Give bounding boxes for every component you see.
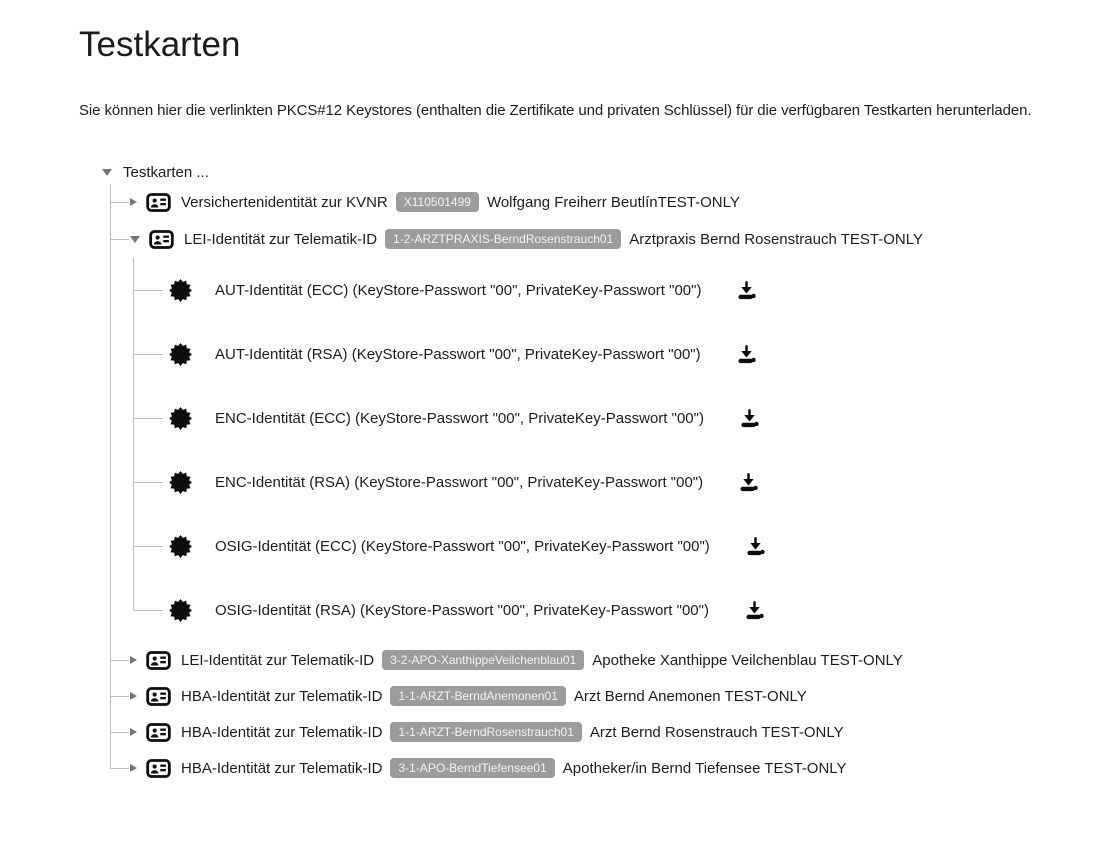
identity-subtree xyxy=(100,258,1118,642)
id-card-icon xyxy=(149,227,174,252)
card-id-badge: 3-2-APO-XanthippeVeilchenblau01 xyxy=(382,650,584,670)
card-id-badge: 1-1-ARZT-BerndAnemonen01 xyxy=(390,686,565,706)
id-card-icon xyxy=(146,648,171,673)
tree-node-card-lei-xanthippe[interactable] xyxy=(100,642,1118,678)
download-icon xyxy=(744,535,767,558)
certificate-seal-icon xyxy=(168,342,193,367)
card-id-badge: 3-1-APO-BerndTiefensee01 xyxy=(390,758,554,778)
tree-root-label: Testkarten ... xyxy=(123,163,209,181)
card-label: Versichertenidentität zur KVNR xyxy=(181,193,388,211)
download-icon xyxy=(743,599,766,622)
certificate-seal-icon xyxy=(168,406,193,431)
id-card-icon xyxy=(146,684,171,709)
tree-connector xyxy=(133,610,163,611)
identity-label: ENC-Identität (RSA) (KeyStore-Passwort "00", PrivateKey-Passwort "00") xyxy=(215,473,704,491)
identity-label: OSIG-Identität (RSA) (KeyStore-Passwort "00", PrivateKey-Passwort "00") xyxy=(215,601,709,619)
tree-children xyxy=(100,184,1118,786)
certificate-seal-icon xyxy=(168,278,193,303)
caret-down-icon[interactable] xyxy=(102,169,112,176)
tree-connector xyxy=(110,202,129,203)
id-card-icon xyxy=(146,190,171,215)
card-id-badge: X110501499 xyxy=(396,192,479,212)
testkarten-tree xyxy=(100,160,1118,786)
tree-connector xyxy=(110,732,129,733)
tree-connector xyxy=(110,660,129,661)
intro-text: Sie können hier die verlinkten PKCS#12 Keystores (enthalten die Zertifikate und privaten Schlüssel) für die verfügbaren Testkarten herunterladen. xyxy=(79,102,1032,119)
identity-label: AUT-Identität (ECC) (KeyStore-Passwort "00", PrivateKey-Passwort "00") xyxy=(215,281,702,299)
tree-connector xyxy=(133,546,163,547)
download-icon xyxy=(735,279,758,302)
card-label: LEI-Identität zur Telematik-ID xyxy=(181,651,375,669)
id-card-icon xyxy=(146,756,171,781)
card-label: HBA-Identität zur Telematik-ID xyxy=(181,687,383,705)
tree-connector xyxy=(133,290,163,291)
certificate-seal-icon xyxy=(168,534,193,559)
tree-connector xyxy=(133,354,163,355)
caret-right-icon[interactable] xyxy=(130,728,137,736)
tree-connector xyxy=(133,418,163,419)
card-holder-name: Apotheker/in Bernd Tiefensee TEST-ONLY xyxy=(562,759,847,777)
download-button[interactable] xyxy=(744,535,767,558)
download-button[interactable] xyxy=(738,407,761,430)
card-id-badge: 1-2-ARZTPRAXIS-BerndRosenstrauch01 xyxy=(385,229,621,249)
download-icon xyxy=(735,343,758,366)
download-icon xyxy=(737,471,760,494)
tree-node-card-hba-tiefensee[interactable] xyxy=(100,750,1118,786)
tree-connector xyxy=(133,482,163,483)
card-holder-name: Arzt Bernd Anemonen TEST-ONLY xyxy=(573,687,807,705)
card-holder-name: Wolfgang Freiherr BeutlínTEST-ONLY xyxy=(486,193,740,211)
tree-node-card-versicherten[interactable] xyxy=(100,184,1118,220)
caret-right-icon[interactable] xyxy=(130,198,137,206)
tree-node-identity[interactable] xyxy=(100,322,1118,386)
card-id-badge: 1-1-ARZT-BerndRosenstrauch01 xyxy=(390,722,581,742)
identity-label: OSIG-Identität (ECC) (KeyStore-Passwort "00", PrivateKey-Passwort "00") xyxy=(215,537,710,555)
card-holder-name: Apotheke Xanthippe Veilchenblau TEST-ONLY xyxy=(592,651,903,669)
caret-down-icon[interactable] xyxy=(130,236,140,243)
tree-node-card-hba-rosenstrauch[interactable] xyxy=(100,714,1118,750)
identity-label: AUT-Identität (RSA) (KeyStore-Passwort "00", PrivateKey-Passwort "00") xyxy=(215,345,701,363)
tree-node-identity[interactable] xyxy=(100,386,1118,450)
card-holder-name: Arzt Bernd Rosenstrauch TEST-ONLY xyxy=(589,723,844,741)
certificate-seal-icon xyxy=(168,470,193,495)
identity-label: ENC-Identität (ECC) (KeyStore-Passwort "00", PrivateKey-Passwort "00") xyxy=(215,409,704,427)
id-card-icon xyxy=(146,720,171,745)
download-button[interactable] xyxy=(735,279,758,302)
page-title: Testkarten xyxy=(79,25,241,64)
tree-node-identity[interactable] xyxy=(100,578,1118,642)
certificate-seal-icon xyxy=(168,598,193,623)
caret-right-icon[interactable] xyxy=(130,692,137,700)
card-label: HBA-Identität zur Telematik-ID xyxy=(181,759,383,777)
card-label: LEI-Identität zur Telematik-ID xyxy=(184,230,378,248)
tree-connector xyxy=(110,239,129,240)
tree-node-identity[interactable] xyxy=(100,514,1118,578)
tree-root-node[interactable] xyxy=(100,160,1118,184)
card-label: HBA-Identität zur Telematik-ID xyxy=(181,723,383,741)
tree-connector xyxy=(110,696,129,697)
card-holder-name: Arztpraxis Bernd Rosenstrauch TEST-ONLY xyxy=(629,230,923,248)
caret-right-icon[interactable] xyxy=(130,656,137,664)
tree-node-card-hba-anemonen[interactable] xyxy=(100,678,1118,714)
tree-node-card-lei-rosenstrauch[interactable] xyxy=(100,220,1118,258)
caret-right-icon[interactable] xyxy=(130,764,137,772)
download-button[interactable] xyxy=(737,471,760,494)
download-icon xyxy=(738,407,761,430)
tree-node-identity[interactable] xyxy=(100,450,1118,514)
tree-node-identity[interactable] xyxy=(100,258,1118,322)
tree-connector xyxy=(110,768,129,769)
download-button[interactable] xyxy=(735,343,758,366)
download-button[interactable] xyxy=(743,599,766,622)
